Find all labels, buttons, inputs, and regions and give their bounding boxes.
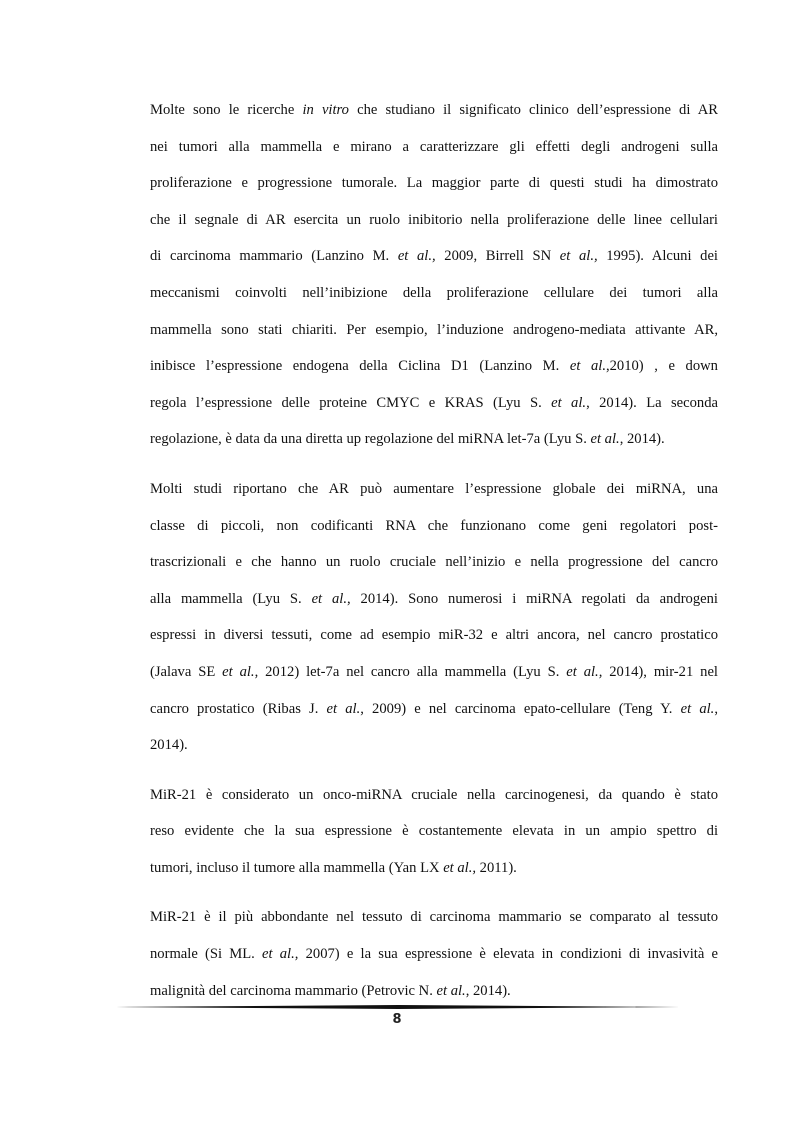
italic-text: et al., — [559, 248, 598, 265]
italic-text: et al. — [569, 358, 606, 375]
text-line — [150, 348, 718, 385]
text-run: MiR-21 è il più abbondante nel tessuto di carcinoma mammario se comparato al tessuto — [150, 909, 718, 926]
text-run: alla mammella (Lyu S. — [150, 590, 312, 607]
paragraph — [150, 92, 718, 458]
italic-text: et al. — [326, 700, 361, 717]
text-run: che studiano il significato clinico dell’espressione di AR — [348, 102, 718, 118]
text-run: reso evidente che la sua espressione è costantemente elevata in un ampio spettro di — [150, 823, 718, 840]
page-number: 8 — [392, 1012, 402, 1027]
text-run: , 2009) e nel carcinoma epato-cellulare (Teng Y. — [360, 700, 681, 717]
text-run: , — [714, 700, 718, 717]
text-run: mammella sono stati chiariti. Per esempio, l’induzione androgeno-mediata attivante AR, — [150, 321, 718, 338]
text-line — [150, 471, 718, 508]
text-line — [150, 508, 718, 545]
text-line — [150, 617, 718, 654]
text-run: espressi in diversi tessuti, come ad esempio miR-32 e altri ancora, nel cancro prostatico — [150, 627, 718, 644]
italic-text: et al., — [443, 859, 477, 876]
text-run: , 2014). La seconda — [586, 394, 718, 411]
text-run: meccanismi coinvolti nell’inibizione della proliferazione cellulare dei tumori alla — [150, 284, 718, 301]
text-run: malignità del carcinoma mammario (Petrovic N. — [150, 982, 437, 999]
text-line — [150, 581, 718, 618]
text-line — [150, 813, 718, 850]
text-run: Molte sono le ricerche — [150, 102, 303, 118]
text-line — [150, 777, 718, 814]
text-line — [150, 727, 718, 764]
text-run: ,2010) , e down — [605, 358, 718, 375]
text-run: di carcinoma mammario (Lanzino M. — [150, 248, 398, 265]
paragraph — [150, 471, 718, 764]
text-line — [150, 165, 718, 202]
italic-text: et al., — [262, 946, 299, 963]
italic-text: et al. — [222, 663, 255, 680]
italic-text: et al. — [436, 982, 466, 999]
text-line — [150, 654, 718, 691]
text-run: 2014), mir-21 nel — [602, 663, 718, 680]
text-run: 2007) e la sua espressione è elevata in condizioni di invasività e — [298, 946, 718, 963]
text-run: cancro prostatico (Ribas J. — [150, 700, 327, 717]
text-line — [150, 973, 718, 1010]
italic-text: et al. — [680, 700, 715, 717]
italic-text: et al., — [566, 663, 603, 680]
text-run: , 2014). — [619, 431, 665, 448]
italic-text: in vitro — [302, 102, 349, 118]
text-run: regola l’espressione delle proteine CMYC e KRAS (Lyu S. — [150, 394, 552, 411]
text-run: , 2014). Sono numerosi i miRNA regolati da androgeni — [347, 590, 718, 607]
text-line — [150, 202, 718, 239]
text-run: , 2012) let-7a nel cancro alla mammella (Lyu S. — [254, 663, 567, 680]
text-run: normale (Si ML. — [150, 946, 263, 963]
italic-text: et al. — [311, 590, 347, 607]
text-line — [150, 238, 718, 275]
text-line — [150, 544, 718, 581]
text-line — [150, 421, 718, 458]
text-run: 1995). Alcuni dei — [597, 248, 718, 265]
footer-divider — [116, 1005, 680, 1009]
italic-text: et al., — [397, 248, 436, 265]
text-line — [150, 691, 718, 728]
text-run: che il segnale di AR esercita un ruolo inibitorio nella proliferazione delle linee cellulari — [150, 211, 718, 228]
text-line — [150, 312, 718, 349]
italic-text: et al. — [551, 394, 587, 411]
paragraph — [150, 899, 718, 1009]
text-run: , 2014). — [465, 982, 511, 999]
text-run: Molti studi riportano che AR può aumentare l’espressione globale dei miRNA, una — [150, 480, 718, 497]
text-run: trascrizionali e che hanno un ruolo cruciale nell’inizio e nella progressione del cancro — [150, 554, 718, 571]
text-run: classe di piccoli, non codificanti RNA che funzionano come geni regolatori post- — [150, 517, 718, 534]
text-run: regolazione, è data da una diretta up regolazione del miRNA let-7a (Lyu S. — [150, 431, 591, 448]
text-run: 2011). — [476, 859, 517, 876]
text-run: inibisce l’espressione endogena della Ciclina D1 (Lanzino M. — [150, 358, 570, 375]
text-run: MiR-21 è considerato un onco-miRNA cruciale nella carcinogenesi, da quando è stato — [150, 786, 718, 803]
text-line — [150, 899, 718, 936]
text-line — [150, 129, 718, 166]
text-run: proliferazione e progressione tumorale. La maggior parte di questi studi ha dimostrato — [150, 175, 718, 192]
text-run: tumori, incluso il tumore alla mammella (Yan LX — [150, 859, 444, 876]
paragraph — [150, 777, 718, 887]
text-run: (Jalava SE — [150, 663, 223, 680]
text-line — [150, 936, 718, 973]
text-line — [150, 385, 718, 422]
text-line — [150, 850, 718, 887]
italic-text: et al. — [590, 431, 620, 448]
text-run: 2009, Birrell SN — [435, 248, 560, 265]
text-run: nei tumori alla mammella e mirano a caratterizzare gli effetti degli androgeni sulla — [150, 138, 718, 155]
text-line — [150, 275, 718, 312]
text-line — [150, 92, 718, 129]
document-body — [150, 92, 718, 1009]
text-run: 2014). — [150, 737, 188, 754]
